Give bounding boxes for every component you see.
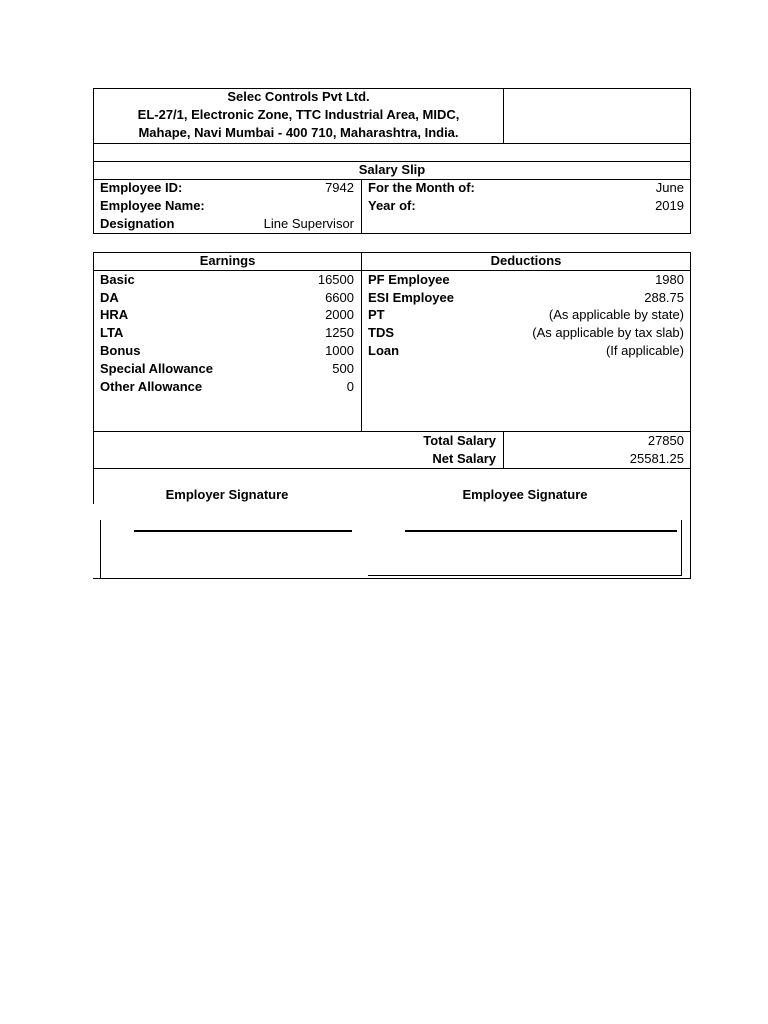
company-address-line1: EL-27/1, Electronic Zone, TTC Industrial Area, MIDC, (137, 107, 460, 122)
net-salary-value: 25581.25 (629, 451, 684, 466)
earning-label: Special Allowance (100, 361, 213, 376)
deduction-label: Loan (368, 343, 400, 358)
earning-label: Basic (100, 272, 135, 287)
deduction-value: (As applicable by tax slab) (532, 325, 684, 340)
earning-label: LTA (100, 325, 124, 340)
earning-label: DA (100, 290, 119, 305)
total-salary-label: Total Salary (423, 433, 496, 448)
earning-value: 1250 (325, 325, 354, 340)
total-salary-value: 27850 (647, 433, 684, 448)
company-address-line2: Mahape, Navi Mumbai - 400 710, Maharashtra, India. (138, 125, 459, 140)
deduction-value: (If applicable) (605, 343, 684, 358)
deduction-label: TDS (368, 325, 394, 340)
deduction-label: PF Employee (368, 272, 450, 287)
employee-name-value (200, 197, 354, 215)
year-label: Year of: (368, 198, 416, 213)
designation-label: Designation (100, 216, 175, 231)
earning-value: 0 (346, 379, 354, 394)
net-salary-label: Net Salary (432, 451, 496, 466)
year-value: 2019 (655, 198, 684, 213)
slip-title: Salary Slip (358, 162, 426, 177)
deduction-label: PT (368, 307, 385, 322)
deduction-value: (As applicable by state) (548, 307, 684, 322)
earning-label: Bonus (100, 343, 141, 358)
employee-id-label: Employee ID: (100, 180, 183, 195)
employee-id-value: 7942 (325, 180, 354, 195)
earning-value: 16500 (317, 272, 354, 287)
earnings-header: Earnings (199, 253, 256, 268)
deductions-header: Deductions (490, 253, 562, 268)
designation-value: Line Supervisor (263, 216, 354, 231)
deduction-value: 1980 (655, 272, 684, 287)
employer-signature-line (134, 530, 352, 532)
earning-value: 2000 (325, 307, 354, 322)
employer-signature-label: Employer Signature (165, 487, 289, 502)
earning-value: 1000 (325, 343, 354, 358)
employee-signature-label: Employee Signature (462, 487, 588, 502)
month-label: For the Month of: (368, 180, 475, 195)
employee-signature-line (405, 530, 677, 532)
earning-label: HRA (100, 307, 129, 322)
deduction-label: ESI Employee (368, 290, 454, 305)
earning-label: Other Allowance (100, 379, 203, 394)
earning-value: 500 (332, 361, 354, 376)
employee-name-label: Employee Name: (100, 198, 205, 213)
month-value: June (655, 180, 684, 195)
earning-value: 6600 (325, 290, 354, 305)
company-name: Selec Controls Pvt Ltd. (227, 89, 370, 104)
deduction-value: 288.75 (644, 290, 684, 305)
